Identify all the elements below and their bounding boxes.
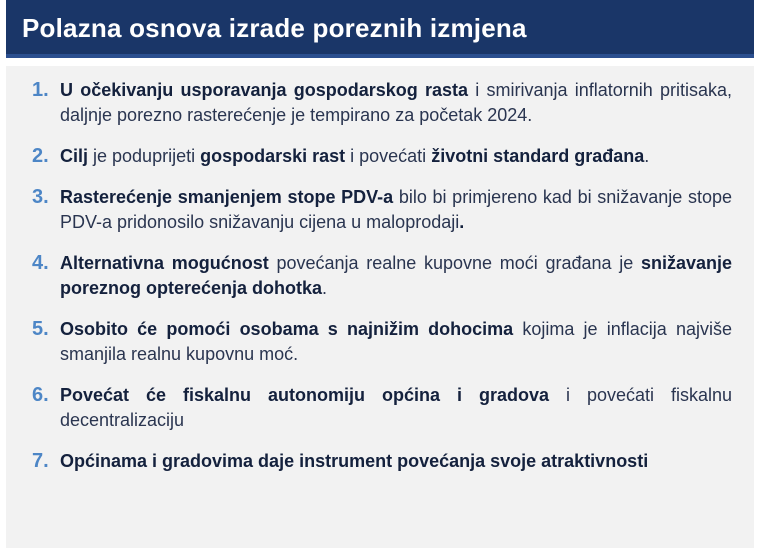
bold-segment: U očekivanju usporavanja gospodarskog rasta (60, 80, 469, 100)
item-number: 6. (32, 384, 49, 406)
list-item-2 (32, 144, 732, 169)
slide-title: Polazna osnova izrade poreznih izmjena (22, 13, 527, 43)
bold-segment: Rasterećenje smanjenjem stope PDV-a (60, 187, 394, 207)
bold-segment: gospodarski rast (200, 146, 346, 166)
bold-segment: Alternativna mogućnost (60, 253, 269, 273)
bold-segment: . (459, 212, 465, 232)
text-segment: . (644, 146, 650, 166)
list-item-6 (32, 383, 732, 433)
text-segment: povećanja realne kupovne moći građana je (268, 253, 641, 273)
text-segment: i povećati (345, 146, 432, 166)
item-text (60, 185, 732, 235)
item-number: 2. (32, 145, 49, 167)
bold-segment: Cilj (60, 146, 89, 166)
list-item-7 (32, 449, 732, 474)
bold-segment: životni standard građana (431, 146, 645, 166)
item-text (60, 383, 732, 433)
bold-segment: Općinama i gradovima daje instrument povećanja svoje atraktivnosti (60, 451, 649, 471)
text-segment: bilo bi primjereno kad bi snižavanje stope PDV-a pridonosilo snižavanju cijena u maloprodaji (60, 187, 733, 232)
item-text (60, 449, 732, 474)
item-number: 3. (32, 186, 49, 208)
item-number: 7. (32, 450, 49, 472)
slide-header (6, 0, 754, 58)
text-segment: kojima je inflacija najviše smanjila realnu kupovnu moć. (60, 319, 732, 364)
list-item-4 (32, 251, 732, 301)
item-text (60, 78, 732, 128)
item-number: 1. (32, 79, 49, 101)
text-segment: i povećati fiskalnu decentralizaciju (60, 385, 732, 430)
list-item-3 (32, 185, 732, 235)
item-text (60, 317, 732, 367)
bold-segment: snižavanje poreznog opterećenja dohotka (60, 253, 733, 298)
text-segment: . (322, 278, 328, 298)
text-segment: je poduprijeti (88, 146, 201, 166)
list-item-1 (32, 78, 732, 128)
item-text (60, 144, 732, 169)
bold-segment: Povećat će fiskalnu autonomiju općina i gradova (60, 385, 549, 405)
bold-segment: Osobito će pomoći osobama s najnižim dohocima (60, 319, 514, 339)
item-number: 4. (32, 252, 49, 274)
item-text (60, 251, 732, 301)
item-number: 5. (32, 318, 49, 340)
list-item-5 (32, 317, 732, 367)
numbered-list (32, 74, 732, 474)
text-segment: i smirivanja inflatornih pritisaka, daljnje porezno rasterećenje je tempirano za početak 2024. (60, 80, 732, 125)
slide-content (6, 66, 754, 548)
